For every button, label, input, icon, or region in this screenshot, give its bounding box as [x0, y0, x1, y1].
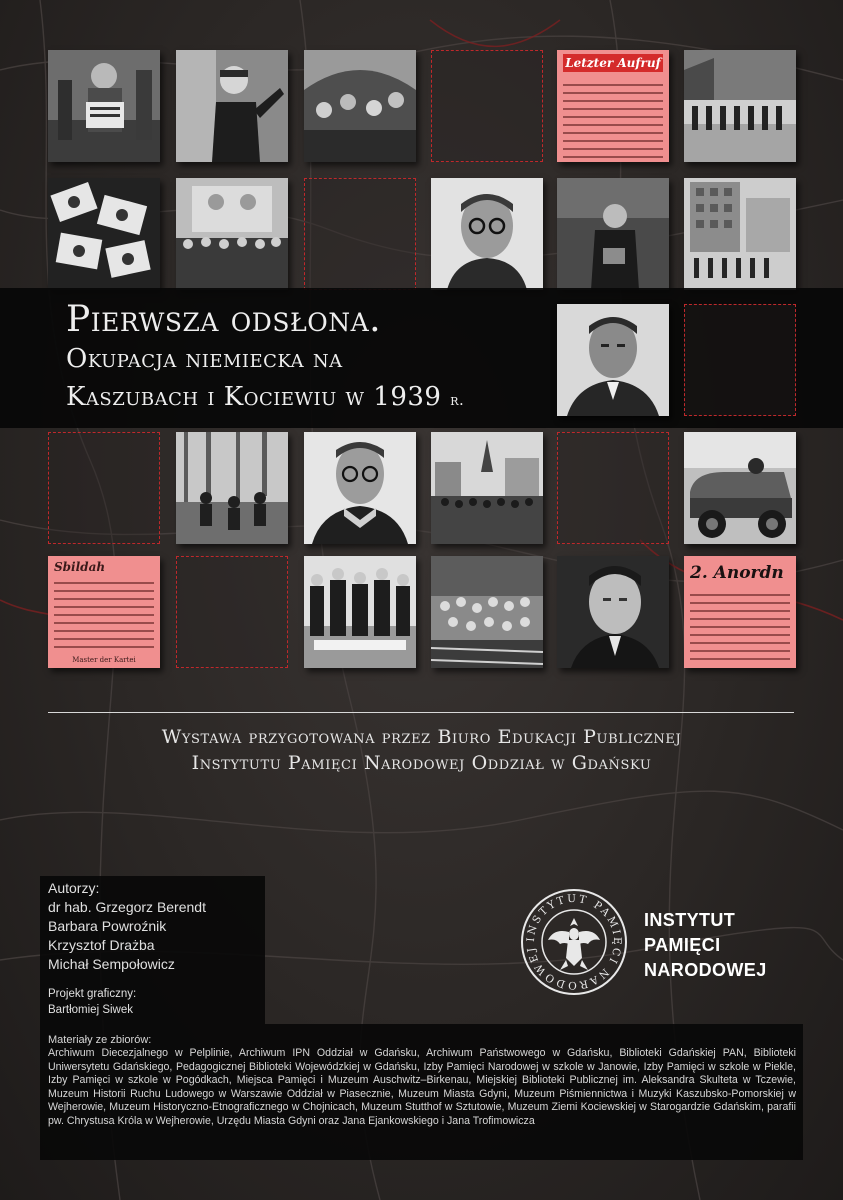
document-footer: Master der Kartei	[72, 656, 136, 664]
photo-gathering-table	[304, 556, 416, 668]
portrait-man-suit	[557, 304, 669, 416]
materials-box	[40, 1024, 803, 1160]
document-letzter-aufruf	[557, 50, 669, 162]
author-name: Michał Sempołowicz	[48, 956, 175, 972]
ipn-logo	[520, 888, 810, 998]
empty-frame	[176, 556, 288, 668]
author-name: Krzysztof Drażba	[48, 937, 155, 953]
author-name: dr hab. Grzegorz Berendt	[48, 899, 206, 915]
empty-frame	[48, 432, 160, 544]
document-heading: Letzter Aufruf	[563, 54, 663, 72]
photo-sign-board	[48, 50, 160, 162]
seal-text: INSTYTUT PAMIĘCI NARODOWEJ	[524, 892, 624, 992]
document-heading: 2. Anordn	[690, 563, 784, 583]
photo-crowd	[304, 50, 416, 162]
authors-box	[40, 876, 265, 1024]
divider-line	[48, 712, 794, 713]
photo-forest-digging	[176, 432, 288, 544]
portrait-officer	[304, 432, 416, 544]
empty-frame	[304, 178, 416, 290]
photo-marching-soldiers	[684, 50, 796, 162]
photo-group-monument	[176, 178, 288, 290]
designer-name: Bartłomiej Siwek	[48, 1004, 133, 1016]
photo-army-street	[684, 178, 796, 290]
empty-frame	[557, 432, 669, 544]
authors-label: Autorzy:	[48, 880, 100, 896]
empty-frame	[431, 50, 543, 162]
ipn-name	[644, 908, 767, 983]
title-line-3-suffix: r.	[450, 391, 465, 409]
exhibition-title	[66, 300, 546, 419]
design-label: Projekt graficzny:	[48, 988, 137, 1000]
photo-man-with-book	[557, 178, 669, 290]
prepared-line-1: Wystawa przygotowana przez Biuro Edukacji Publicznej	[161, 726, 682, 748]
document-anordnung	[684, 556, 796, 668]
title-line-3	[66, 378, 546, 419]
title-line-3-main: Kaszubach i Kociewiu w 1939	[66, 382, 442, 412]
photo-hitler-speech	[176, 50, 288, 162]
prepared-line-2: Instytutu Pamięci Narodowej Oddział w Gdańsku	[191, 752, 652, 774]
empty-frame	[684, 304, 796, 416]
document-heading: Sbildah	[54, 560, 106, 574]
title-line-2: Okupacja niemiecka na	[66, 344, 343, 374]
photo-nazi-posters	[48, 178, 160, 290]
prepared-by-text	[40, 724, 803, 776]
ipn-name-line: PAMIĘCI	[644, 935, 721, 955]
materials-label: Materiały ze zbiorów:	[48, 1034, 152, 1046]
title-line-1: Pierwsza odsłona.	[66, 299, 382, 340]
document-sbildah	[48, 556, 160, 668]
ipn-name-line: INSTYTUT	[644, 910, 736, 930]
portrait-man-glasses	[431, 178, 543, 290]
photo-prisoners-rails	[431, 556, 543, 668]
ipn-name-line: NARODOWEJ	[644, 960, 767, 980]
photo-square-crowd	[431, 432, 543, 544]
materials-text: Archiwum Diecezjalnego w Pelplinie, Archiwum IPN Oddział w Gdańsku, Archiwum Państwowego w Gdańsku, Biblioteki Gdańskiej PAN, Biblioteki Uniwersytetu Gdańskiego, Pedagogicznej Biblioteki Wojewódzkiej w Gdańsku, Izby Pamięci Narodowej w szkole w Janowie, Izby Pamięci w szkole w Piekle, Izby Pamięci w szkole w Pogódkach, Miejsca Pamięci i Muzeum Auschwitz–Birkenau, Miejskiej Biblioteki Publicznej im. Aleksandra Skulteta w Tczewie, Muzeum Historii Ruchu Ludowego w Warszawie Oddział w Piasecznie, Muzeum Miasta Gdyni, Muzeum Piśmiennictwa i Muzyki Kaszubsko-Pomorskiej w Wejherowie, Muzeum Historyczno-Etnograficznego w Chojnicach, Muzeum Stutthof w Sztutowie, Muzeum Ziemi Kociewskiej w Starogardzie Gdańskim, parafii pw. Chrystusa Króla w Wejherowie, Urzędu Miasta Gdyni oraz Jana Ejankowskiego i Jana Trofimowicza	[48, 1047, 796, 1127]
photo-military-vehicle	[684, 432, 796, 544]
ipn-seal-icon	[520, 888, 628, 996]
portrait-young-man	[557, 556, 669, 668]
author-name: Barbara Powroźnik	[48, 918, 167, 934]
